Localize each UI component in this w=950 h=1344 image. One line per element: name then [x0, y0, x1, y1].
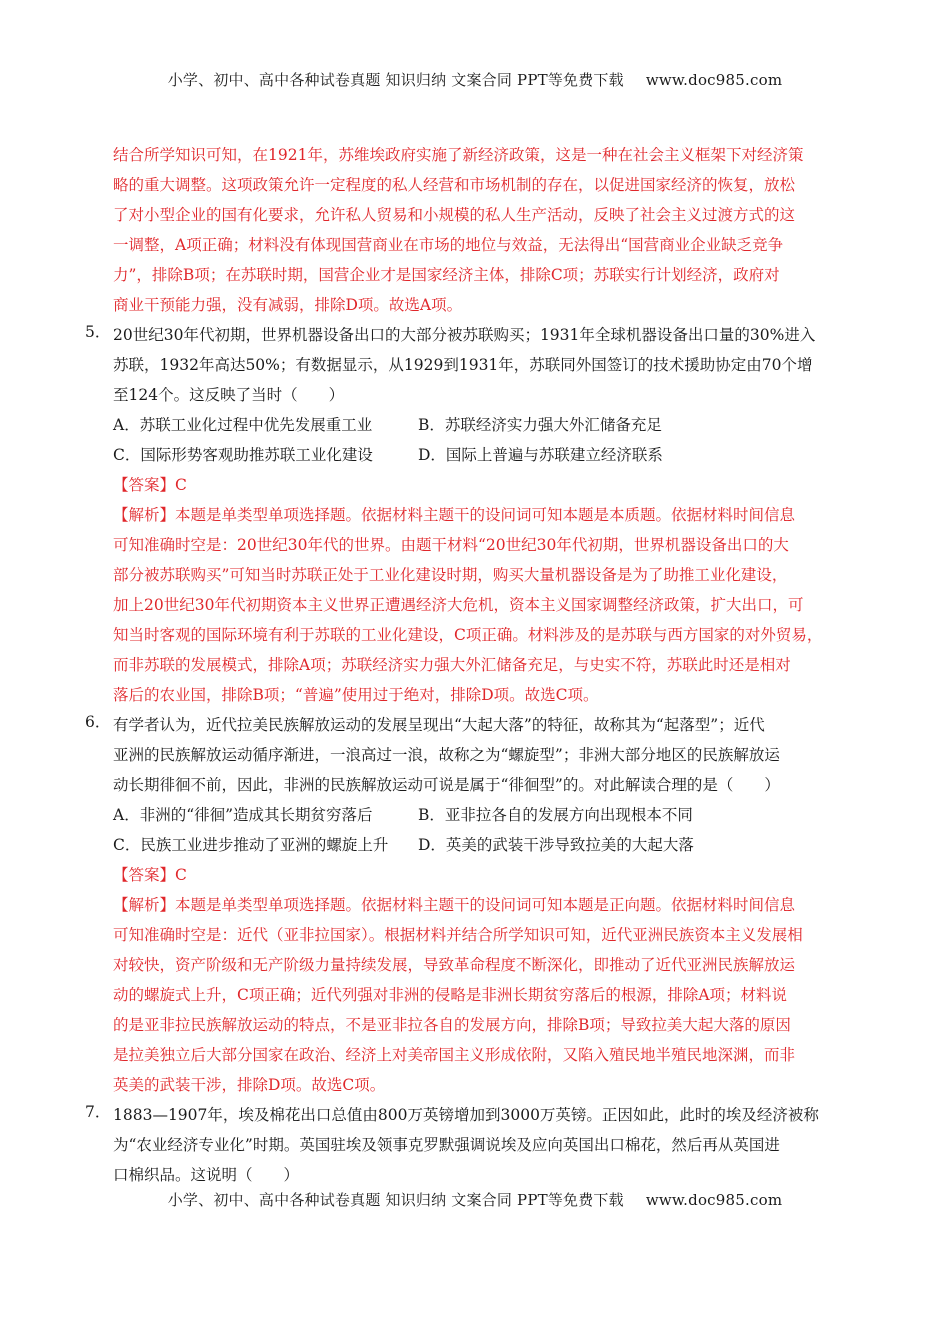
analysis: [113, 890, 873, 1100]
footer-text: 小学、初中、高中各种试卷真题 知识归纳 文案合同 PPT等免费下载: [167, 1191, 624, 1209]
explanation-line: 力”，排除B项；在苏联时期，国营企业才是国家经济主体，排除C项；苏联实行计划经济，政府对: [113, 266, 780, 284]
option-d: D．英美的武装干涉导致拉美的大起大落: [418, 836, 694, 854]
question-stem-line: 有学者认为，近代拉美民族解放运动的发展呈现出“大起大落”的特征，故称其为“起落型”；近代: [113, 716, 765, 734]
analysis-line: 知当时客观的国际环境有利于苏联的工业化建设，C项正确。材料涉及的是苏联与西方国家的对外贸易，: [113, 626, 823, 644]
answer: 【答案】C: [113, 476, 187, 494]
header-text: 小学、初中、高中各种试卷真题 知识归纳 文案合同 PPT等免费下载: [167, 71, 624, 89]
question-5: [85, 320, 873, 710]
question-stem-line: 苏联，1932年高达50%；有数据显示，从1929到1931年，苏联同外国签订的技术援助协定由70个增: [113, 356, 813, 374]
analysis: [113, 500, 873, 710]
question-stem-line: 20世纪30年代初期，世界机器设备出口的大部分被苏联购买；1931年全球机器设备出口量的30%进入: [113, 326, 816, 344]
question-6: [85, 710, 873, 1100]
analysis-line: 部分被苏联购买”可知当时苏联正处于工业化建设时期，购买大量机器设备是为了助推工业化建设，: [113, 566, 788, 584]
question-stem-line: 口棉织品。这说明（ ）: [113, 1166, 300, 1184]
analysis-line: 动的螺旋式上升，C项正确；近代列强对非洲的侵略是非洲长期贫穷落后的根源，排除A项；材料说: [113, 986, 788, 1004]
option-row: [113, 830, 873, 860]
option-c: C．国际形势客观助推苏联工业化建设: [113, 446, 373, 464]
option-b: B．亚非拉各自的发展方向出现根本不同: [418, 806, 693, 824]
analysis-line: 加上20世纪30年代初期资本主义世界正遭遇经济大危机，资本主义国家调整经济政策，扩大出口，可: [113, 596, 804, 614]
header-site-link[interactable]: www.doc985.com: [645, 71, 783, 89]
question-number: 5．: [85, 323, 111, 341]
question-stem-line: 为“农业经济专业化”时期。英国驻埃及领事克罗默强调说埃及应向英国出口棉花，然后再从英国进: [113, 1136, 780, 1154]
explanation-line: 一调整，A项正确；材料没有体现国营商业在市场的地位与效益，无法得出“国营商业企业缺乏竞争: [113, 236, 784, 254]
explanation-line: 结合所学知识可知，在1921年，苏维埃政府实施了新经济政策，这是一种在社会主义框架下对经济策: [113, 146, 804, 164]
page-content: [85, 140, 873, 1190]
prev-explanation: [113, 140, 873, 320]
analysis-line: 而非苏联的发展模式，排除A项；苏联经济实力强大外汇储备充足，与史实不符，苏联此时还是相对: [113, 656, 791, 674]
option-row: [113, 410, 873, 440]
analysis-line: 【解析】本题是单类型单项选择题。依据材料主题干的设问词可知本题是本质题。依据材料时间信息: [113, 506, 796, 524]
option-d: D．国际上普遍与苏联建立经济联系: [418, 446, 663, 464]
option-c: C．民族工业进步推动了亚洲的螺旋上升: [113, 836, 389, 854]
question-stem-line: 1883—1907年，埃及棉花出口总值由800万英镑增加到3000万英镑。正因如此，此时的埃及经济被称: [113, 1106, 819, 1124]
question-7: [85, 1100, 873, 1190]
explanation-line: 商业干预能力强，没有减弱，排除D项。故选A项。: [113, 296, 463, 314]
analysis-line: 可知准确时空是：20世纪30年代的世界。由题干材料“20世纪30年代初期，世界机器设备出口的大: [113, 536, 789, 554]
page-header: [0, 69, 950, 90]
question-number: 7．: [85, 1103, 111, 1121]
analysis-line: 是拉美独立后大部分国家在政治、经济上对美帝国主义形成依附，又陷入殖民地半殖民地深渊，而非: [113, 1046, 796, 1064]
question-number: 6．: [85, 713, 111, 731]
option-a: A．非洲的“徘徊”造成其长期贫穷落后: [113, 806, 373, 824]
page-footer: [0, 1189, 950, 1210]
option-row: [113, 800, 873, 830]
option-row: [113, 440, 873, 470]
explanation-line: 略的重大调整。这项政策允许一定程度的私人经营和市场机制的存在，以促进国家经济的恢复，放松: [113, 176, 796, 194]
explanation-line: 了对小型企业的国有化要求，允许私人贸易和小规模的私人生产活动，反映了社会主义过渡方式的这: [113, 206, 796, 224]
analysis-line: 英美的武装干涉，排除D项。故选C项。: [113, 1076, 386, 1094]
question-stem-line: 至124个。这反映了当时（ ）: [113, 386, 345, 404]
option-b: B．苏联经济实力强大外汇储备充足: [418, 416, 662, 434]
question-stem-line: 亚洲的民族解放运动循序渐进，一浪高过一浪，故称之为“螺旋型”；非洲大部分地区的民族解放运: [113, 746, 780, 764]
analysis-line: 的是亚非拉民族解放运动的特点，不是亚非拉各自的发展方向，排除B项；导致拉美大起大落的原因: [113, 1016, 791, 1034]
answer: 【答案】C: [113, 866, 187, 884]
option-a: A．苏联工业化过程中优先发展重工业: [113, 416, 373, 434]
footer-site-link[interactable]: www.doc985.com: [645, 1191, 783, 1209]
analysis-line: 落后的农业国，排除B项；“普遍”使用过于绝对，排除D项。故选C项。: [113, 686, 599, 704]
analysis-line: 对较快，资产阶级和无产阶级力量持续发展，导致革命程度不断深化，即推动了近代亚洲民族解放运: [113, 956, 796, 974]
question-stem-line: 动长期徘徊不前，因此，非洲的民族解放运动可说是属于“徘徊型”的。对此解读合理的是（ ）: [113, 776, 780, 794]
analysis-line: 【解析】本题是单类型单项选择题。依据材料主题干的设问词可知本题是正向题。依据材料时间信息: [113, 896, 796, 914]
analysis-line: 可知准确时空是：近代（亚非拉国家）。根据材料并结合所学知识可知，近代亚洲民族资本主义发展相: [113, 926, 803, 944]
